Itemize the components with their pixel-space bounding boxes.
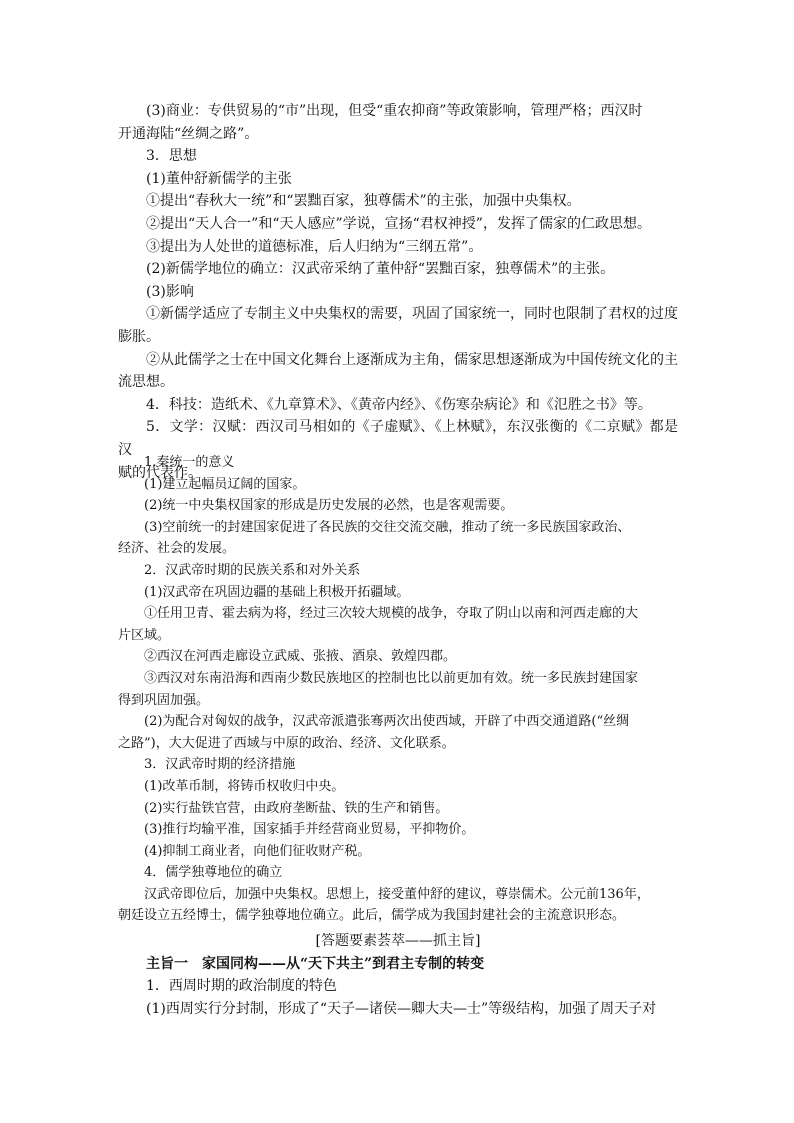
text-line: (1)西周实行分封制，形成了“天子—诸侯—卿大夫—士”等级结构，加强了周天子对 <box>146 1000 657 1017</box>
history-notes-section <box>118 100 678 484</box>
text-line: (2)统一中央集权国家的形成是历史发展的必然，也是客观需要。 <box>144 498 514 514</box>
text-line: ①任用卫青、霍去病为将，经过三次较大规模的战争，夺取了阴山以南和河西走廊的大 <box>144 606 639 622</box>
text-line: ①提出“春秋大一统”和“罢黜百家，独尊儒术”的主张，加强中央集权。 <box>146 193 581 210</box>
text-line: (4)抑制工商业者，向他们征收财产税。 <box>144 843 371 859</box>
text-line: 之路”)，大大促进了西域与中原的政治、经济、文化联系。 <box>118 735 455 751</box>
text-line: (3)空前统一的封建国家促进了各民族的交往交流交融，推动了统一多民族国家政治、 <box>144 519 631 535</box>
subheading: 3．汉武帝时期的经济措施 <box>144 757 296 773</box>
text-line: 开通海陆“丝绸之路”。 <box>118 125 259 142</box>
text-line: 流思想。 <box>118 374 174 391</box>
text-line: ③西汉对东南沿海和西南少数民族地区的控制也比以前更加有效。统一多民族封建国家 <box>144 670 639 686</box>
text-line: 得到巩固加强。 <box>118 692 210 708</box>
text-line: ②提出“天人合一”和“天人感应”学说，宣扬“君权神授”，发挥了儒家的仁政思想。 <box>146 215 651 232</box>
text-line: ③提出为人处世的道德标准，后人归纳为“三纲五常”。 <box>146 238 483 255</box>
text-line: ①新儒学适应了专制主义中央集权的需要，巩固了国家统一，同时也限制了君权的过度 <box>146 306 678 323</box>
text-line: (2)实行盐铁官营，由政府垄断盐、铁的生产和销售。 <box>144 800 449 816</box>
text-line: 膨胀。 <box>118 328 160 345</box>
text-line: 朝廷设立五经博士，儒学独尊地位确立。此后，儒学成为我国封建社会的主流意识形态。 <box>118 908 626 924</box>
subheading: 2．汉武帝时期的民族关系和对外关系 <box>144 562 361 578</box>
subheading: 1．西周时期的政治制度的特色 <box>146 978 337 995</box>
answer-essentials-section <box>118 930 678 1020</box>
text-line: ②西汉在河西走廊设立武威、张掖、酒泉、敦煌四郡。 <box>144 649 457 665</box>
text-line: (1)董仲舒新儒学的主张 <box>146 170 292 187</box>
section-heading: [答题要素荟萃——抓主旨] <box>315 933 481 949</box>
text-line: (3)推行均输平准，国家插手并经营商业贸易，平抑物价。 <box>144 822 475 838</box>
text-line: (3)商业：专供贸易的“市”出现，但受“重农抑商”等政策影响，管理严格；西汉时 <box>146 103 643 119</box>
subheading: 3．思想 <box>146 148 197 165</box>
subheading: 4．儒学独尊地位的确立 <box>144 865 283 881</box>
text-line: (2)为配合对匈奴的战争，汉武帝派遣张骞两次出使西域，开辟了中西交通道路(“丝绸 <box>144 714 630 730</box>
text-line: (1)汉武帝在巩固边疆的基础上积极开拓疆域。 <box>144 584 410 600</box>
text-line: 赋的代表作。 <box>118 464 202 481</box>
theme-heading: 主旨一 家国同构——从“天下共主”到君主专制的转变 <box>146 955 485 972</box>
text-line: 5．文学：汉赋：西汉司马相如的《子虚赋》、《上林赋》，东汉张衡的《二京赋》都是汉 <box>118 419 678 458</box>
text-line: (1)建立起幅员辽阔的国家。 <box>144 476 306 492</box>
key-points-section <box>118 452 678 927</box>
subheading: 1.秦统一的意义 <box>144 455 235 470</box>
text-line: 汉武帝即位后，加强中央集权。思想上，接受董仲舒的建议，尊崇儒术。公元前136年， <box>144 886 650 902</box>
text-line: 4．科技：造纸术、《九章算术》、《黄帝内经》、《伤寒杂病论》和《氾胜之书》等。 <box>146 396 652 413</box>
text-line: (1)改革币制，将铸币权收归中央。 <box>144 778 345 794</box>
text-line: 片区域。 <box>118 627 171 643</box>
text-line: ②从此儒学之士在中国文化舞台上逐渐成为主角，儒家思想逐渐成为中国传统文化的主 <box>146 351 678 368</box>
text-line: (2)新儒学地位的确立：汉武帝采纳了董仲舒“罢黜百家，独尊儒术”的主张。 <box>146 261 615 278</box>
text-line: (3)影响 <box>146 283 194 300</box>
text-line: 经济、社会的发展。 <box>118 541 236 557</box>
